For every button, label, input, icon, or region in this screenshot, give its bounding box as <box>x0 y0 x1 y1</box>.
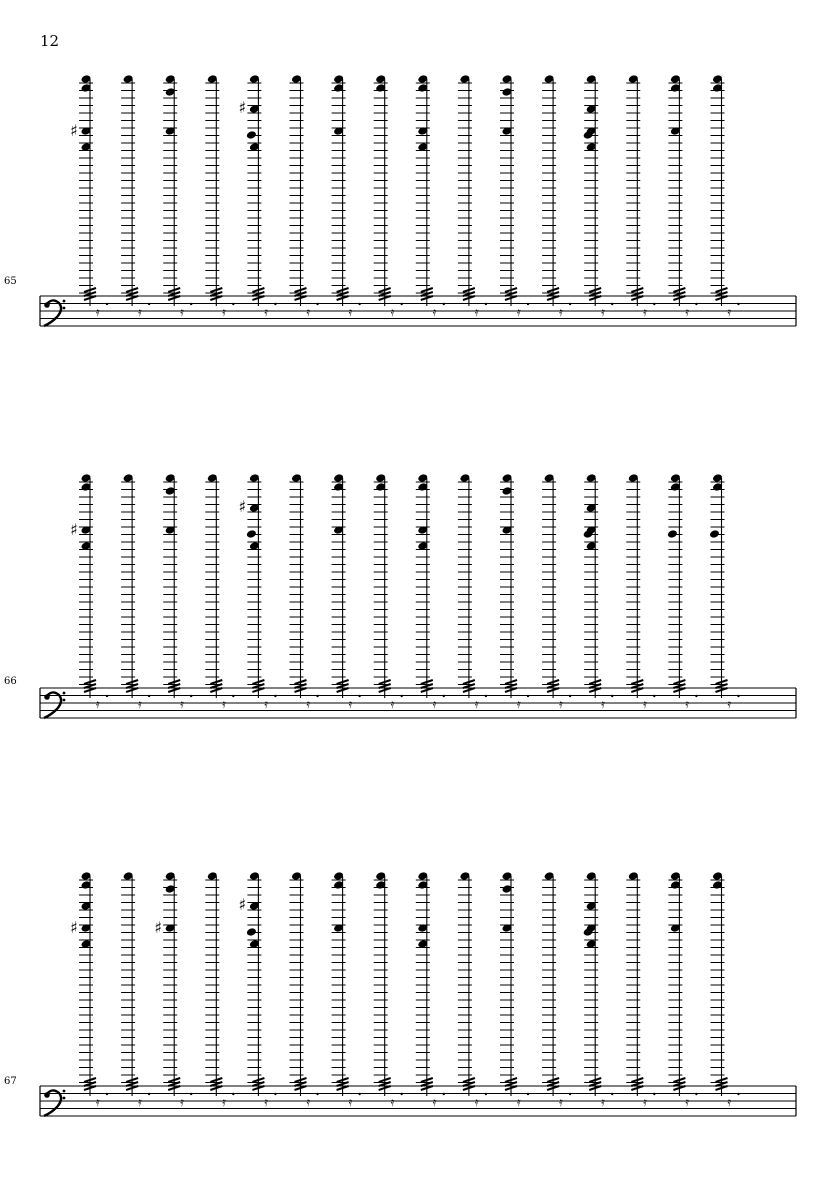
notehead <box>246 130 257 140</box>
rest-icon: 𝄿 <box>348 1095 353 1109</box>
chord <box>205 473 234 711</box>
rest-dot <box>106 695 108 697</box>
bass-clef-dot <box>63 1090 66 1093</box>
rest-dot <box>569 695 571 697</box>
chord <box>626 473 655 711</box>
rest-icon: 𝄿 <box>643 1095 647 1109</box>
rest-dot <box>148 303 150 305</box>
chord <box>332 871 361 1109</box>
rest-dot <box>316 695 318 697</box>
rest-dot <box>695 695 697 697</box>
rest-dot <box>527 303 529 305</box>
measure-number: 65 <box>4 276 17 287</box>
rest-icon: 𝄿 <box>432 697 437 711</box>
rest-icon: 𝄿 <box>474 697 479 711</box>
chord <box>290 473 319 711</box>
rest-dot <box>401 303 403 305</box>
chord <box>416 473 445 711</box>
chord <box>332 74 361 319</box>
rest-icon: 𝄿 <box>559 697 563 711</box>
chord <box>121 473 150 711</box>
notehead <box>709 529 720 539</box>
chord <box>711 871 740 1109</box>
rest-icon: 𝄿 <box>517 305 521 319</box>
rest-dot <box>527 695 529 697</box>
rest-icon: 𝄿 <box>559 1095 563 1109</box>
rest-icon: 𝄿 <box>643 305 647 319</box>
rest-dot <box>653 695 655 697</box>
chord <box>626 871 655 1109</box>
rest-dot <box>527 1093 529 1095</box>
rest-icon: 𝄿 <box>685 1095 690 1109</box>
chord <box>163 74 192 319</box>
rest-icon: 𝄿 <box>222 1095 226 1109</box>
rest-dot <box>274 695 276 697</box>
chord <box>668 871 697 1109</box>
bass-clef-dot <box>63 1097 66 1100</box>
rest-icon: 𝄿 <box>390 1095 395 1109</box>
chord <box>332 473 361 711</box>
rest-dot <box>737 303 739 305</box>
rest-icon: 𝄿 <box>474 1095 479 1109</box>
sharp-icon: ♯ <box>154 918 162 937</box>
rest-icon: 𝄿 <box>727 305 732 319</box>
rest-dot <box>569 1093 571 1095</box>
chord <box>205 74 234 319</box>
rest-icon: 𝄿 <box>222 305 226 319</box>
rest-dot <box>737 1093 739 1095</box>
chord <box>238 871 276 1109</box>
rest-dot <box>443 1093 445 1095</box>
rest-icon: 𝄿 <box>390 305 395 319</box>
rest-dot <box>106 303 108 305</box>
bass-clef-head <box>44 302 50 308</box>
rest-dot <box>695 1093 697 1095</box>
rest-icon: 𝄿 <box>180 1095 184 1109</box>
chord <box>626 74 655 319</box>
rest-dot <box>232 1093 234 1095</box>
rest-icon: 𝄿 <box>601 1095 605 1109</box>
notehead <box>246 927 257 937</box>
rest-icon: 𝄿 <box>348 305 353 319</box>
chord <box>542 473 571 711</box>
rest-icon: 𝄿 <box>685 305 690 319</box>
sharp-icon: ♯ <box>70 520 78 539</box>
rest-dot <box>485 695 487 697</box>
rest-icon: 𝄿 <box>96 1095 100 1109</box>
chord <box>70 871 108 1109</box>
rest-icon: 𝄿 <box>685 697 690 711</box>
rest-icon: 𝄿 <box>390 697 395 711</box>
chord <box>709 473 740 711</box>
rest-icon: 𝄿 <box>601 697 605 711</box>
rest-dot <box>611 1093 613 1095</box>
chord <box>458 871 487 1109</box>
chord <box>542 74 571 319</box>
rest-icon: 𝄿 <box>264 1095 269 1109</box>
page-number: 12 <box>40 32 60 50</box>
rest-icon: 𝄿 <box>474 305 479 319</box>
rest-dot <box>148 695 150 697</box>
system-66 <box>4 473 796 718</box>
chord <box>458 74 487 319</box>
chord <box>121 74 150 319</box>
rest-dot <box>274 303 276 305</box>
rest-icon: 𝄿 <box>601 305 605 319</box>
rest-dot <box>611 695 613 697</box>
rest-icon: 𝄿 <box>138 305 142 319</box>
chord <box>583 74 614 319</box>
rest-dot <box>611 303 613 305</box>
chord <box>238 74 276 319</box>
bass-clef-head <box>44 694 50 700</box>
rest-dot <box>190 695 192 697</box>
rest-icon: 𝄿 <box>180 697 184 711</box>
chord <box>668 74 697 319</box>
chord <box>154 871 192 1109</box>
rest-dot <box>316 303 318 305</box>
chord <box>70 473 108 711</box>
sharp-icon: ♯ <box>238 895 247 914</box>
rest-dot <box>485 303 487 305</box>
rest-icon: 𝄿 <box>222 697 226 711</box>
rest-icon: 𝄿 <box>180 305 184 319</box>
chord <box>542 871 571 1109</box>
rest-icon: 𝄿 <box>517 697 521 711</box>
sharp-icon: ♯ <box>238 497 247 516</box>
chord <box>500 871 529 1109</box>
rest-dot <box>653 1093 655 1095</box>
rest-dot <box>232 303 234 305</box>
notehead <box>246 529 257 539</box>
measure-number: 66 <box>4 676 17 687</box>
rest-dot <box>485 1093 487 1095</box>
rest-dot <box>358 695 360 697</box>
rest-icon: 𝄿 <box>727 697 732 711</box>
rest-icon: 𝄿 <box>96 305 100 319</box>
measure-number: 67 <box>4 1076 17 1087</box>
rest-dot <box>106 1093 108 1095</box>
rest-icon: 𝄿 <box>264 305 269 319</box>
chord <box>711 74 740 319</box>
system-67 <box>4 871 796 1116</box>
bass-clef-dot <box>63 692 66 695</box>
chord <box>70 74 108 319</box>
rest-icon: 𝄿 <box>643 697 647 711</box>
chord <box>583 473 614 711</box>
rest-dot <box>443 303 445 305</box>
notehead <box>667 529 678 539</box>
chord <box>163 473 192 711</box>
chord <box>500 473 529 711</box>
chord <box>374 74 403 319</box>
chord <box>416 74 445 319</box>
chord <box>290 871 319 1109</box>
rest-dot <box>190 1093 192 1095</box>
sharp-icon: ♯ <box>70 918 78 937</box>
chord <box>374 473 403 711</box>
rest-icon: 𝄿 <box>138 697 142 711</box>
rest-dot <box>401 695 403 697</box>
chord <box>583 871 614 1109</box>
rest-icon: 𝄿 <box>727 1095 732 1109</box>
rest-dot <box>190 303 192 305</box>
rest-icon: 𝄿 <box>306 1095 311 1109</box>
rest-icon: 𝄿 <box>432 305 437 319</box>
rest-dot <box>695 303 697 305</box>
chord <box>500 74 529 319</box>
rest-icon: 𝄿 <box>432 1095 437 1109</box>
rest-dot <box>274 1093 276 1095</box>
rest-icon: 𝄿 <box>559 305 563 319</box>
rest-dot <box>653 303 655 305</box>
rest-dot <box>358 303 360 305</box>
bass-clef-head <box>44 1092 50 1098</box>
bass-clef-dot <box>63 699 66 702</box>
chord <box>416 871 445 1109</box>
rest-icon: 𝄿 <box>306 697 311 711</box>
rest-dot <box>316 1093 318 1095</box>
rest-icon: 𝄿 <box>517 1095 521 1109</box>
rest-dot <box>358 1093 360 1095</box>
sharp-icon: ♯ <box>70 121 78 140</box>
chord <box>458 473 487 711</box>
chord <box>238 473 276 711</box>
chord <box>121 871 150 1109</box>
rest-dot <box>443 695 445 697</box>
rest-dot <box>569 303 571 305</box>
chord <box>667 473 698 711</box>
rest-icon: 𝄿 <box>264 697 269 711</box>
chord <box>290 74 319 319</box>
rest-icon: 𝄿 <box>96 697 100 711</box>
system-65 <box>4 74 796 326</box>
rest-dot <box>737 695 739 697</box>
chord <box>374 871 403 1109</box>
rest-icon: 𝄿 <box>138 1095 142 1109</box>
bass-clef-dot <box>63 300 66 303</box>
rest-icon: 𝄿 <box>306 305 311 319</box>
rest-dot <box>401 1093 403 1095</box>
bass-clef-dot <box>63 307 66 310</box>
rest-dot <box>232 695 234 697</box>
rest-icon: 𝄿 <box>348 697 353 711</box>
rest-dot <box>148 1093 150 1095</box>
sharp-icon: ♯ <box>238 98 247 117</box>
chord <box>205 871 234 1109</box>
